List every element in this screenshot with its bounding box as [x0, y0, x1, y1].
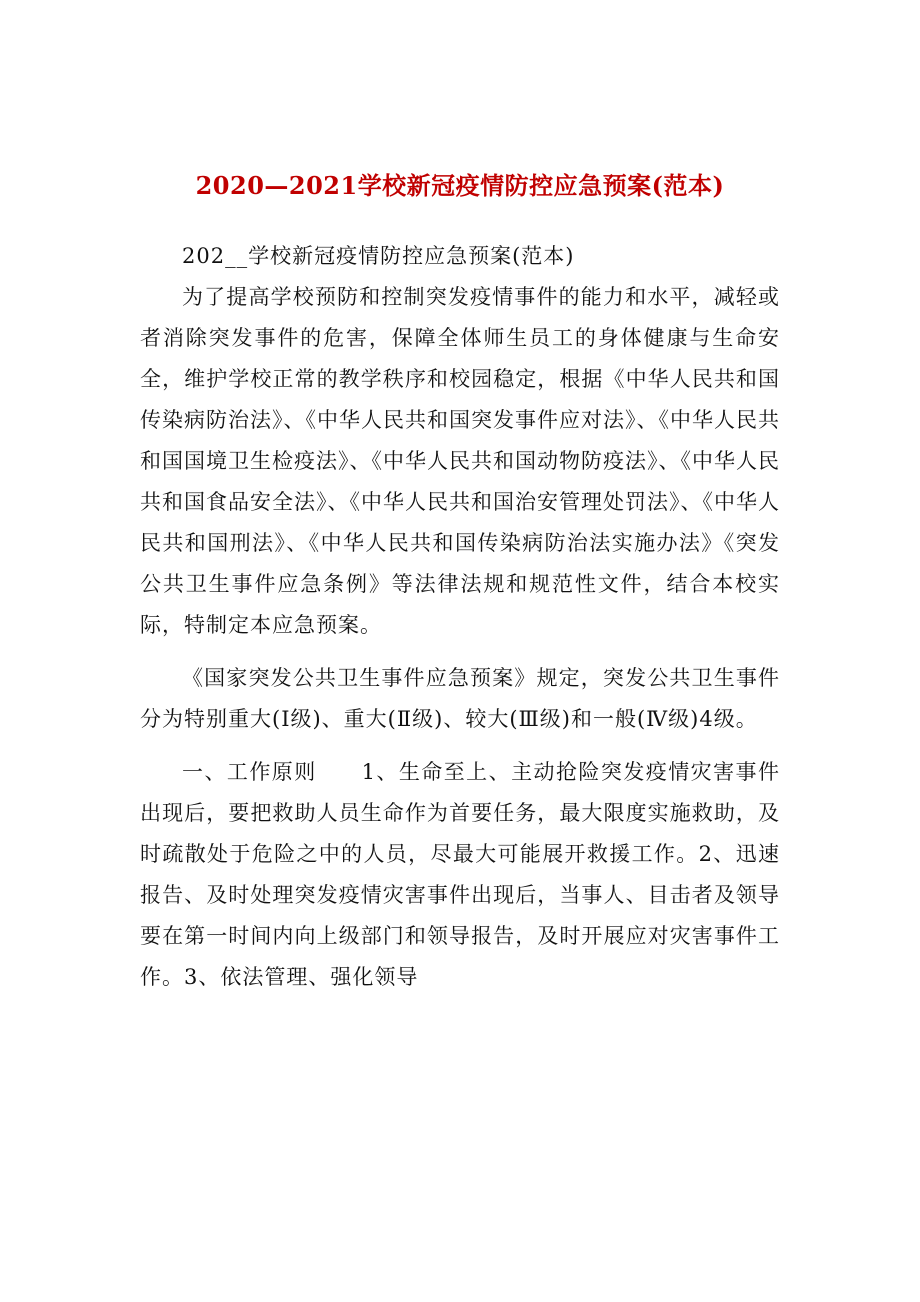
document-title: 2020—2021学校新冠疫情防控应急预案(范本): [195, 171, 725, 200]
paragraph-purpose: 为了提高学校预防和控制突发疫情事件的能力和水平，减轻或者消除突发事件的危害，保障全体师生员工的身体健康与生命安全，维护学校正常的教学秩序和校园稳定，根据《中华人民共和国传染病防治法》、《中华人民共和国突发事件应对法》、《中华人民共和国国境卫生检疫法》、《中华人民共和国动物防疫法》、《中华人民共和国食品安全法》、《中华人民共和国治安管理处罚法》、《中华人民共和国刑法》、《中华人民共和国传染病防治法实施办法》《突发公共卫生事件应急条例》等法律法规和规范性文件，结合本校实际，特制定本应急预案。: [140, 285, 780, 637]
paragraph-work-principles: 一、工作原则 1、生命至上、主动抢险突发疫情灾害事件出现后，要把救助人员生命作为首要任务，最大限度实施救助，及时疏散处于危险之中的人员，尽最大可能展开救援工作。2、迅速报告、及时处理突发疫情灾害事件出现后，当事人、目击者及领导要在第一时间内向上级部门和领导报告，及时开展应对灾害事件工作。3、依法管理、强化领导: [140, 760, 780, 989]
paragraph-subtitle: 202__学校新冠疫情防控应急预案(范本): [182, 244, 575, 268]
paragraph-event-levels: 《国家突发公共卫生事件应急预案》规定，突发公共卫生事件分为特别重大(Ⅰ级)、重大(Ⅱ级)、较大(Ⅲ级)和一般(Ⅳ级)4级。: [140, 666, 780, 731]
